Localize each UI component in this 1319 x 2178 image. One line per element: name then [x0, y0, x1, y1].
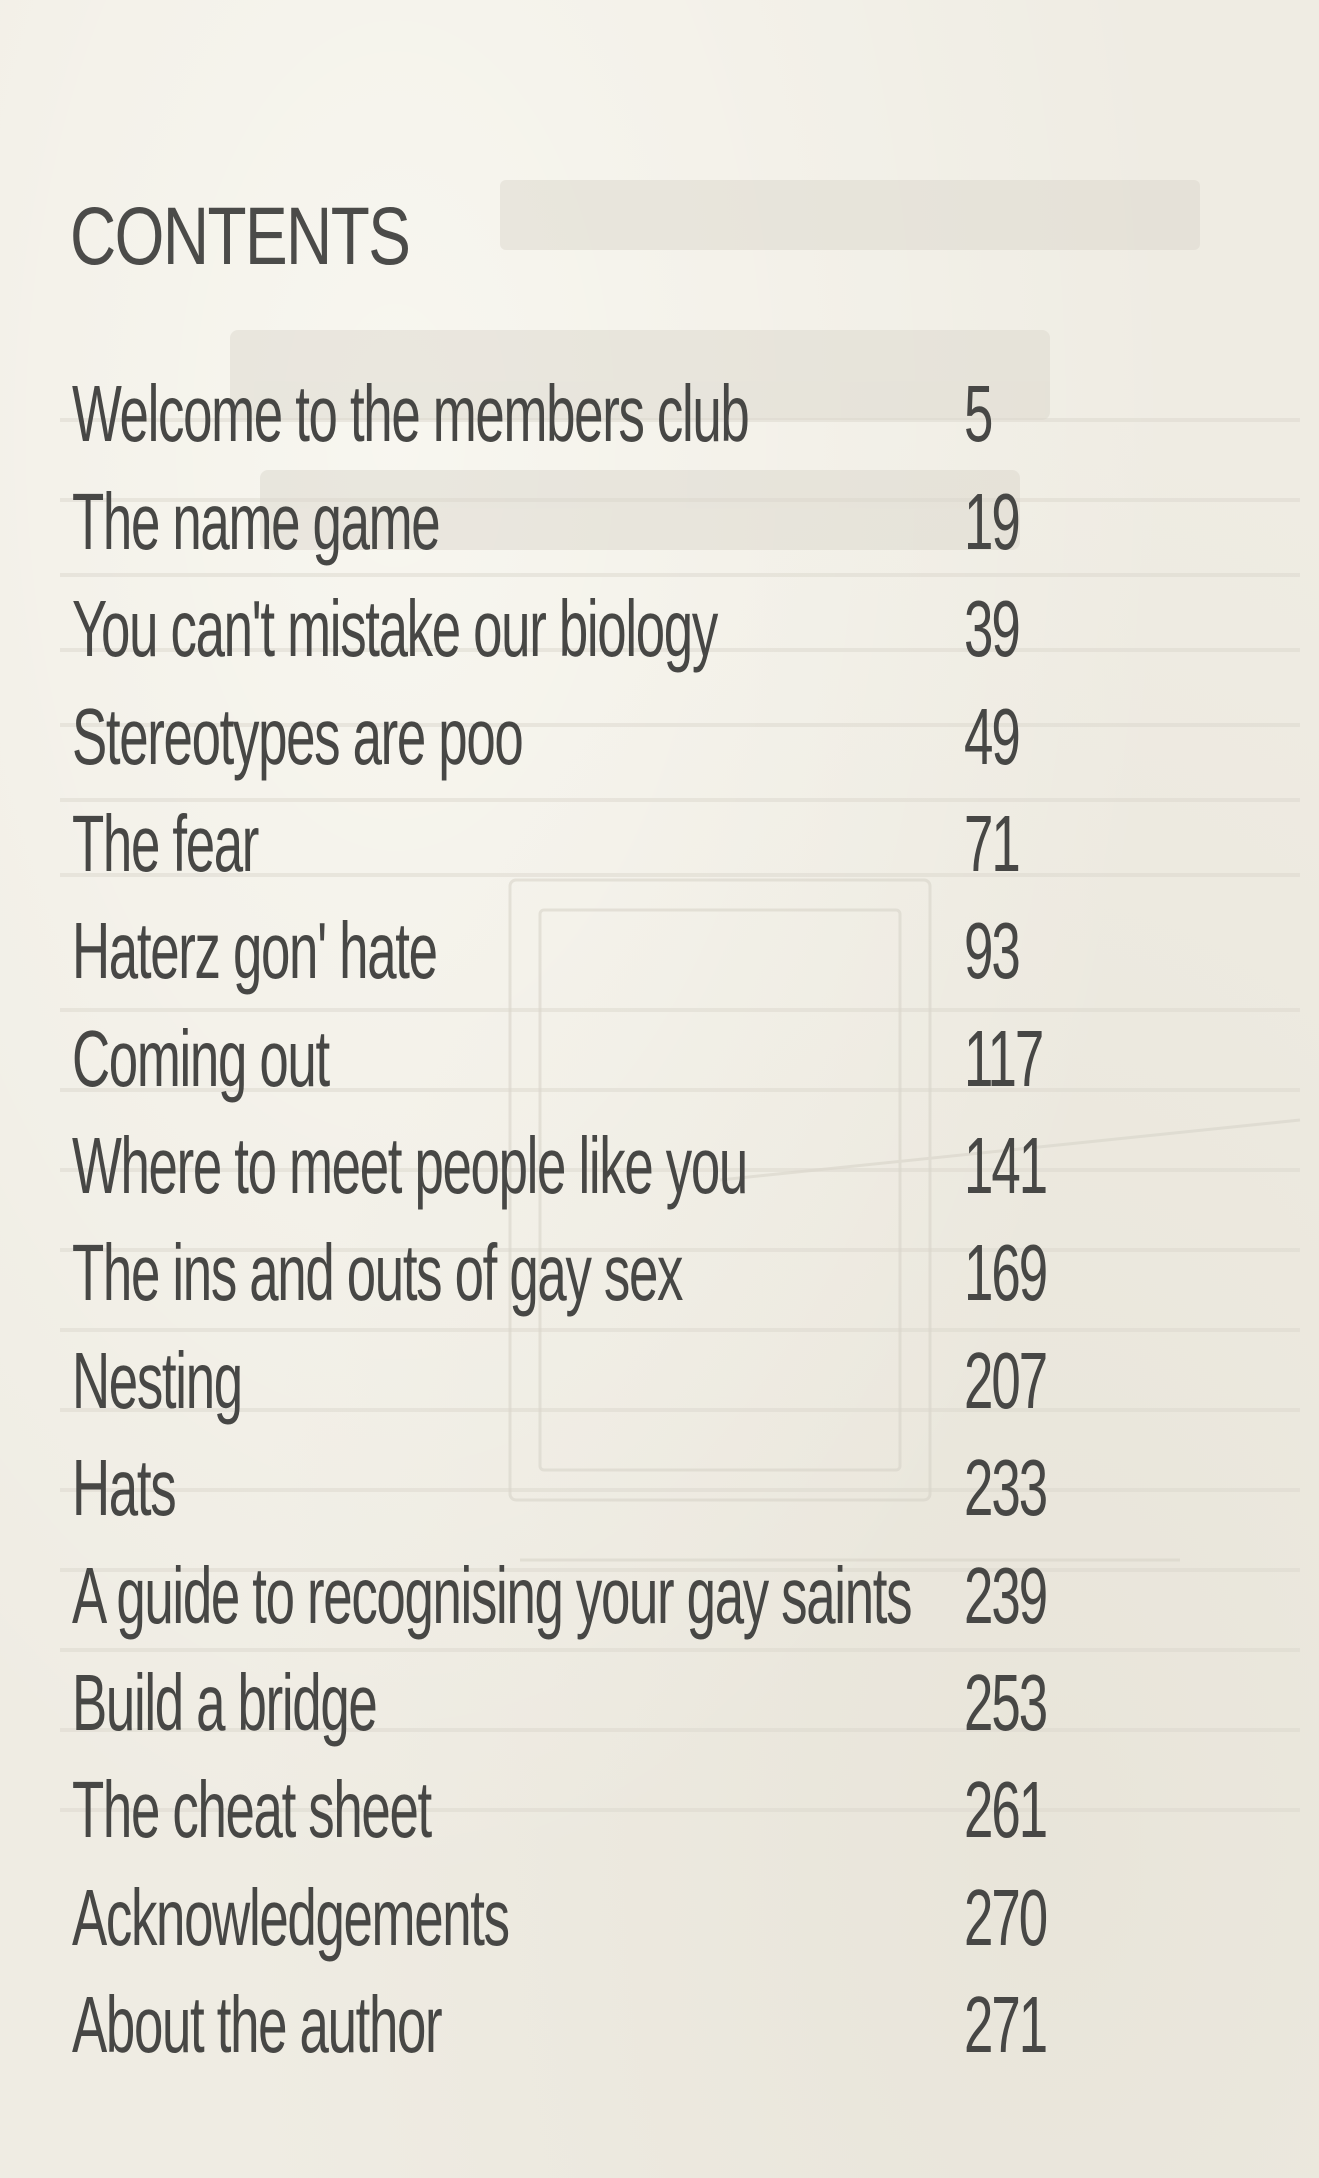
toc-entry — [0, 1873, 1319, 1978]
toc-entry-page: 93 — [964, 906, 1019, 995]
toc-entry-page: 71 — [964, 799, 1019, 888]
toc-entry-title: Where to meet people like you — [72, 1121, 747, 1210]
contents-heading: CONTENTS — [70, 191, 410, 282]
toc-entry — [0, 692, 1319, 797]
toc-entry-title: The fear — [72, 799, 259, 888]
toc-entry-page: 233 — [964, 1443, 1047, 1532]
toc-entry-page: 5 — [964, 369, 992, 458]
toc-entry-title: Welcome to the members club — [72, 369, 749, 458]
toc-entry-title: Nesting — [72, 1336, 242, 1425]
toc-entry — [0, 369, 1319, 474]
toc-entry-page: 141 — [964, 1121, 1047, 1210]
toc-entry-title: Stereotypes are poo — [72, 692, 523, 781]
toc-entry — [0, 584, 1319, 689]
toc-entry-page: 169 — [964, 1228, 1047, 1317]
toc-entry — [0, 906, 1319, 1011]
toc-entry-page: 253 — [964, 1658, 1047, 1747]
toc-entry-page: 49 — [964, 692, 1019, 781]
toc-entry-page: 261 — [964, 1765, 1047, 1854]
toc-entry — [0, 1765, 1319, 1870]
toc-entry-title: You can't mistake our biology — [72, 584, 717, 673]
toc-entry-page: 239 — [964, 1551, 1047, 1640]
toc-entry — [0, 1014, 1319, 1119]
toc-entry-page: 270 — [964, 1873, 1047, 1962]
toc-entry — [0, 1551, 1319, 1656]
toc-entry-title: Coming out — [72, 1014, 329, 1103]
toc-entry-page: 207 — [964, 1336, 1047, 1425]
toc-entry-title: The cheat sheet — [72, 1765, 431, 1854]
toc-entry — [0, 1443, 1319, 1548]
toc-entry — [0, 1121, 1319, 1226]
toc-entry-title: Acknowledgements — [72, 1873, 509, 1962]
toc-entry — [0, 1228, 1319, 1333]
toc-entry-title: Haterz gon' hate — [72, 906, 437, 995]
toc-entry — [0, 477, 1319, 582]
toc-entry-title: A guide to recognising your gay saints — [72, 1551, 912, 1640]
toc-entry-title: About the author — [72, 1980, 442, 2069]
toc-entry-title: Build a bridge — [72, 1658, 377, 1747]
toc-entry — [0, 1658, 1319, 1763]
toc-entry-title: The name game — [72, 477, 440, 566]
toc-entry — [0, 799, 1319, 904]
toc-entry-title: Hats — [72, 1443, 176, 1532]
toc-entry-page: 19 — [964, 477, 1019, 566]
toc-entry-page: 117 — [964, 1014, 1043, 1103]
toc-entry — [0, 1980, 1319, 2085]
toc-entry — [0, 1336, 1319, 1441]
toc-entry-page: 39 — [964, 584, 1019, 673]
toc-entry-title: The ins and outs of gay sex — [72, 1228, 683, 1317]
toc-entry-page: 271 — [964, 1980, 1047, 2069]
